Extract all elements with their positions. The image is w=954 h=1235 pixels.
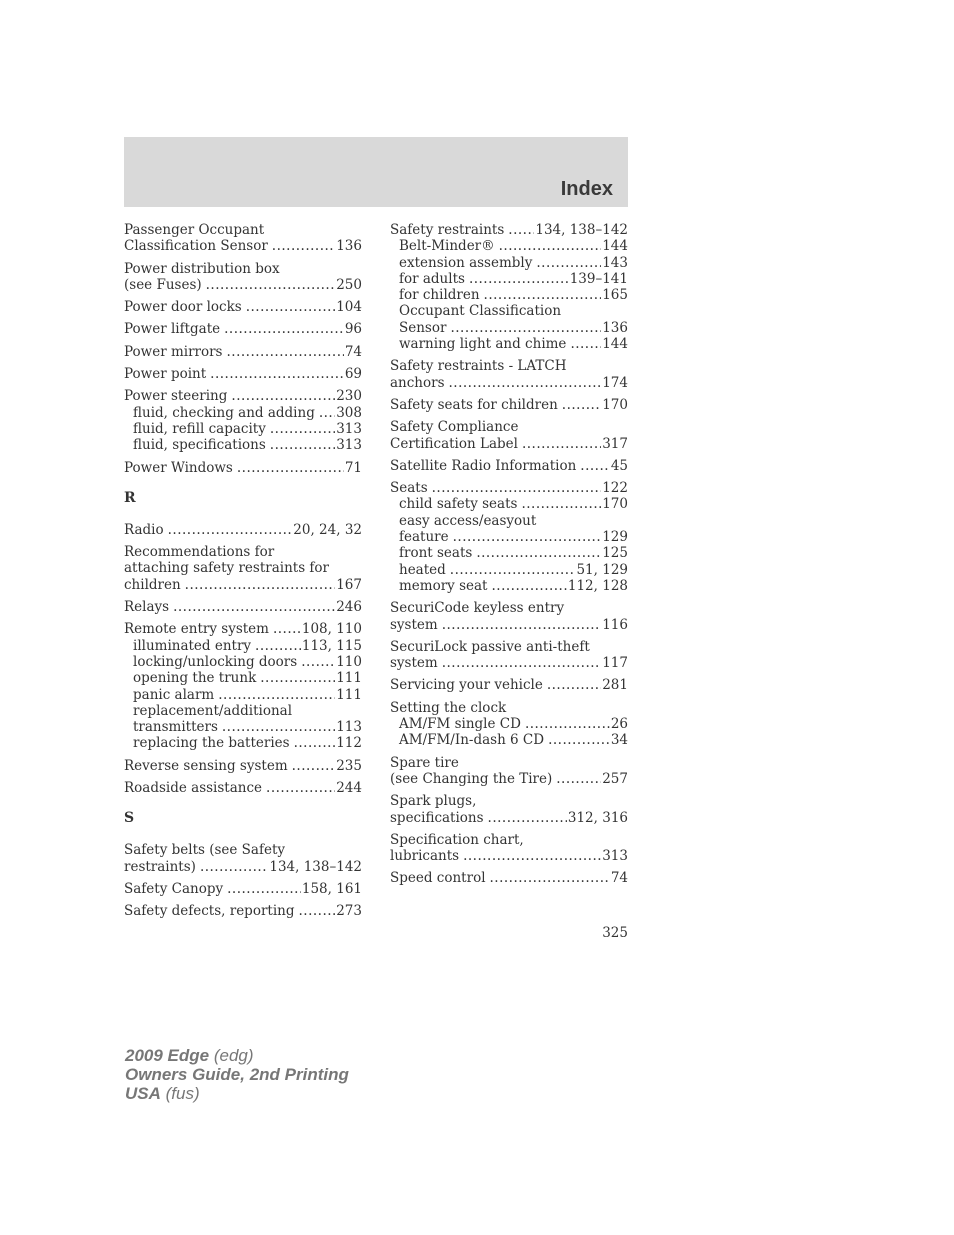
entry-text: (see Fuses) xyxy=(124,276,202,293)
entry-text: Power door locks xyxy=(124,299,242,316)
index-subentry xyxy=(124,421,362,437)
entry-text: Sensor xyxy=(399,319,447,336)
index-subentry xyxy=(390,320,628,336)
dot-leader xyxy=(270,421,335,437)
dot-leader xyxy=(227,344,344,360)
entry-text: Safety belts (see Safety xyxy=(124,842,286,859)
dot-leader xyxy=(476,545,601,561)
index-subentry xyxy=(124,735,362,751)
entry-text: Passenger Occupant xyxy=(124,222,265,238)
page-reference: 174 xyxy=(602,374,628,391)
entry-text: warning light and chime xyxy=(399,336,567,353)
dot-leader xyxy=(556,771,601,787)
dot-leader xyxy=(200,859,268,875)
entry-text: extension assembly xyxy=(399,254,533,271)
index-subentry xyxy=(124,638,362,654)
page-reference: 34 xyxy=(610,732,628,749)
page-reference: 112, 128 xyxy=(567,577,628,594)
dot-leader xyxy=(292,758,336,774)
dot-leader xyxy=(222,719,335,735)
dot-leader xyxy=(450,562,576,578)
dot-leader xyxy=(463,848,601,864)
page-reference: 125 xyxy=(602,545,628,562)
index-line xyxy=(390,677,628,693)
index-line xyxy=(390,458,628,474)
dot-leader xyxy=(237,460,344,476)
index-line xyxy=(390,848,628,864)
entry-text: Certification Label xyxy=(390,435,518,452)
dot-leader xyxy=(453,529,602,545)
index-line xyxy=(390,655,628,671)
dot-leader xyxy=(508,222,534,238)
page-reference: 111 xyxy=(336,670,362,687)
entry-text: Power steering xyxy=(124,388,228,405)
dot-leader xyxy=(484,287,602,303)
index-line xyxy=(390,832,628,848)
index-subentry xyxy=(124,703,362,719)
entry-text: Relays xyxy=(124,599,170,616)
index-entry xyxy=(390,419,628,452)
dot-leader xyxy=(298,903,335,919)
footer-line-3 xyxy=(125,1084,349,1103)
entry-text: feature xyxy=(399,529,449,546)
entry-text: illuminated entry xyxy=(133,637,252,654)
dot-leader xyxy=(570,336,601,352)
index-entry xyxy=(390,480,628,594)
index-line xyxy=(124,621,362,637)
index-line xyxy=(124,261,362,277)
index-line xyxy=(390,617,628,633)
index-entry xyxy=(390,397,628,413)
index-line xyxy=(124,277,362,293)
index-subentry xyxy=(390,287,628,303)
dot-leader xyxy=(525,716,610,732)
entry-text: (see Changing the Tire) xyxy=(390,770,553,787)
index-line xyxy=(124,544,362,560)
index-entry xyxy=(390,677,628,693)
page-reference: 273 xyxy=(336,903,362,920)
index-entry xyxy=(124,621,362,751)
index-line xyxy=(124,842,362,858)
index-entry xyxy=(124,780,362,796)
dot-leader xyxy=(522,436,601,452)
index-entry xyxy=(390,600,628,633)
footer-region: USA xyxy=(125,1084,161,1103)
index-entry xyxy=(390,870,628,886)
index-entry xyxy=(124,599,362,615)
dot-leader xyxy=(521,496,601,512)
index-line xyxy=(124,344,362,360)
index-subentry xyxy=(390,545,628,561)
dot-leader xyxy=(562,397,601,413)
header-band xyxy=(124,137,628,207)
index-line xyxy=(124,321,362,337)
index-line xyxy=(124,758,362,774)
entry-text: Safety Canopy xyxy=(124,880,224,897)
entry-text: transmitters xyxy=(133,719,218,736)
page-reference: 110 xyxy=(336,653,362,670)
footer xyxy=(125,1046,349,1103)
entry-text: system xyxy=(390,655,438,672)
dot-leader xyxy=(469,271,569,287)
index-subentry xyxy=(390,578,628,594)
dot-leader xyxy=(255,638,301,654)
index-subentry xyxy=(390,238,628,254)
page-reference: 122 xyxy=(602,480,628,497)
index-line xyxy=(390,436,628,452)
footer-line-2: Owners Guide, 2nd Printing xyxy=(125,1065,349,1084)
page-reference: 136 xyxy=(602,319,628,336)
page-reference: 170 xyxy=(602,496,628,513)
index-line xyxy=(124,238,362,254)
index-line xyxy=(390,600,628,616)
dot-leader xyxy=(206,277,336,293)
index-entry xyxy=(124,299,362,315)
page-reference: 113 xyxy=(336,719,362,736)
page-reference: 244 xyxy=(336,780,362,797)
index-subentry xyxy=(124,719,362,735)
dot-leader xyxy=(273,621,301,637)
index-line xyxy=(124,599,362,615)
dot-leader xyxy=(224,321,344,337)
page-reference: 136 xyxy=(336,238,362,255)
index-subentry xyxy=(390,513,628,529)
index-entry xyxy=(390,639,628,672)
index-line xyxy=(124,881,362,897)
index-entry xyxy=(124,321,362,337)
index-entry xyxy=(124,522,362,538)
page-reference: 250 xyxy=(336,276,362,293)
index-entry xyxy=(390,793,628,826)
page-reference: 45 xyxy=(610,457,628,474)
page-title: Index xyxy=(560,178,613,200)
dot-leader xyxy=(450,320,601,336)
page-reference: 139–141 xyxy=(569,270,628,287)
entry-text: SecuriLock passive anti-theft xyxy=(390,638,590,655)
index-line xyxy=(390,700,628,716)
entry-text: fluid, checking and adding xyxy=(133,404,315,421)
page-number: 325 xyxy=(602,925,628,941)
page-reference: 317 xyxy=(602,435,628,452)
entry-text: opening the trunk xyxy=(133,670,257,687)
footer-line-1 xyxy=(125,1046,349,1065)
page-reference: 257 xyxy=(602,770,628,787)
page-reference: 143 xyxy=(602,254,628,271)
entry-text: easy access/easyout xyxy=(399,512,537,529)
page-reference: 313 xyxy=(336,420,362,437)
page-reference: 246 xyxy=(336,599,362,616)
index-line xyxy=(390,639,628,655)
entry-text: Classification Sensor xyxy=(124,238,268,255)
entry-text: for adults xyxy=(399,270,465,287)
dot-leader xyxy=(547,677,601,693)
page-reference: 113, 115 xyxy=(301,637,362,654)
index-subentry xyxy=(390,271,628,287)
page-reference: 96 xyxy=(344,321,362,338)
index-entry xyxy=(390,832,628,865)
entry-text: AM/FM single CD xyxy=(399,716,521,733)
index-column-left xyxy=(124,222,362,926)
entry-text: Setting the clock xyxy=(390,699,507,716)
index-entry xyxy=(390,458,628,474)
entry-text: locking/unlocking doors xyxy=(133,653,298,670)
page-reference: 74 xyxy=(344,343,362,360)
index-line xyxy=(124,366,362,382)
index-entry xyxy=(124,903,362,919)
entry-text: restraints) xyxy=(124,858,196,875)
dot-leader xyxy=(432,480,602,496)
index-subentry xyxy=(390,303,628,319)
entry-text: Roadside assistance xyxy=(124,780,263,797)
index-subentry xyxy=(124,670,362,686)
entry-text: specifications xyxy=(390,809,484,826)
entry-text: Seats xyxy=(390,480,428,497)
index-entry xyxy=(390,358,628,391)
page-reference: 235 xyxy=(336,757,362,774)
entry-text: Belt-Minder® xyxy=(399,238,495,255)
dot-leader xyxy=(266,780,335,796)
page-reference: 20, 24, 32 xyxy=(293,521,362,538)
entry-text: heated xyxy=(399,561,446,578)
page-reference: 281 xyxy=(602,677,628,694)
page-reference: 69 xyxy=(344,366,362,383)
index-line xyxy=(124,299,362,315)
dot-leader xyxy=(260,670,335,686)
page-reference: 308 xyxy=(336,404,362,421)
page-reference: 144 xyxy=(602,238,628,255)
page-reference: 51, 129 xyxy=(576,561,628,578)
dot-leader xyxy=(294,735,336,751)
page-reference: 144 xyxy=(602,336,628,353)
index-entry xyxy=(390,755,628,788)
index-line xyxy=(124,903,362,919)
index-line xyxy=(390,870,628,886)
index-subentry xyxy=(124,654,362,670)
entry-text: fluid, specifications xyxy=(133,437,266,454)
page-reference: 170 xyxy=(602,396,628,413)
page-reference: 74 xyxy=(610,870,628,887)
entry-text: replacing the batteries xyxy=(133,735,290,752)
index-line xyxy=(390,755,628,771)
index-subentry xyxy=(390,336,628,352)
entry-text: Radio xyxy=(124,521,164,538)
index-line xyxy=(390,222,628,238)
entry-text: memory seat xyxy=(399,577,488,594)
entry-text: Reverse sensing system xyxy=(124,757,288,774)
dot-leader xyxy=(319,405,335,421)
entry-text: Power mirrors xyxy=(124,343,223,360)
entry-text: Spark plugs, xyxy=(390,793,477,810)
page-reference: 230 xyxy=(336,388,362,405)
dot-leader xyxy=(442,655,602,671)
index-subentry xyxy=(390,255,628,271)
entry-text: panic alarm xyxy=(133,686,215,703)
page-reference: 111 xyxy=(336,686,362,703)
index-entry xyxy=(124,758,362,774)
index-line xyxy=(390,397,628,413)
footer-model: 2009 Edge xyxy=(125,1046,210,1065)
page-reference: 108, 110 xyxy=(301,621,362,638)
entry-text: Power distribution box xyxy=(124,260,280,277)
dot-leader xyxy=(168,522,293,538)
entry-text: Power Windows xyxy=(124,459,233,476)
index-line xyxy=(390,480,628,496)
index-entry xyxy=(124,544,362,593)
index-subentry xyxy=(390,529,628,545)
dot-leader xyxy=(488,810,567,826)
index-subentry xyxy=(390,496,628,512)
dot-leader xyxy=(548,732,610,748)
entry-text: Spare tire xyxy=(390,754,459,771)
entry-text: Specification chart, xyxy=(390,831,524,848)
index-entry xyxy=(124,881,362,897)
entry-text: front seats xyxy=(399,545,473,562)
index-entry xyxy=(390,700,628,749)
dot-leader xyxy=(185,577,336,593)
index-entry xyxy=(124,388,362,453)
entry-text: fluid, refill capacity xyxy=(133,420,266,437)
index-line xyxy=(124,460,362,476)
entry-text: Safety Compliance xyxy=(390,419,519,436)
dot-leader xyxy=(536,255,601,271)
index-subentry xyxy=(390,562,628,578)
page-reference: 112 xyxy=(336,735,362,752)
index-line xyxy=(124,522,362,538)
entry-text: system xyxy=(390,616,438,633)
index-entry xyxy=(124,344,362,360)
dot-leader xyxy=(301,654,335,670)
dot-leader xyxy=(491,578,566,594)
index-entry xyxy=(124,460,362,476)
dot-leader xyxy=(499,238,602,254)
dot-leader xyxy=(490,870,610,886)
dot-leader xyxy=(210,366,344,382)
entry-text: children xyxy=(124,576,181,593)
entry-text: Satellite Radio Information xyxy=(390,457,577,474)
footer-region-code: (fus) xyxy=(160,1084,200,1103)
entry-text: Occupant Classification xyxy=(399,303,562,320)
index-line xyxy=(390,793,628,809)
entry-text: Power point xyxy=(124,366,207,383)
entry-text: Safety defects, reporting xyxy=(124,903,295,920)
dot-leader xyxy=(218,687,335,703)
entry-text: Safety restraints xyxy=(390,222,505,238)
index-column-right xyxy=(390,222,628,893)
index-entry xyxy=(124,842,362,875)
entry-text: SecuriCode keyless entry xyxy=(390,600,565,617)
dot-leader xyxy=(580,458,610,474)
index-line xyxy=(124,222,362,238)
dot-leader xyxy=(173,599,335,615)
entry-text: Safety restraints - LATCH xyxy=(390,358,567,375)
section-letter: S xyxy=(124,810,135,827)
dot-leader xyxy=(227,881,301,897)
page-reference: 313 xyxy=(336,437,362,454)
index-subentry xyxy=(124,687,362,703)
index-line xyxy=(390,771,628,787)
page-reference: 104 xyxy=(336,299,362,316)
entry-text: child safety seats xyxy=(399,496,518,513)
entry-text: attaching safety restraints for xyxy=(124,560,329,577)
page-reference: 134, 138–142 xyxy=(269,858,362,875)
entry-text: Speed control xyxy=(390,870,486,887)
page-reference: 165 xyxy=(602,287,628,304)
index-entry xyxy=(124,222,362,255)
index-subentry xyxy=(124,405,362,421)
index-line xyxy=(124,560,362,576)
page-reference: 167 xyxy=(336,576,362,593)
entry-text: Recommendations for xyxy=(124,544,275,561)
page-reference: 158, 161 xyxy=(301,880,362,897)
footer-model-code: (edg) xyxy=(209,1046,254,1065)
page-reference: 116 xyxy=(602,616,628,633)
index-entry xyxy=(390,222,628,352)
index-line xyxy=(124,388,362,404)
dot-leader xyxy=(270,437,335,453)
index-line xyxy=(390,358,628,374)
page-reference: 117 xyxy=(602,655,628,672)
index-subentry xyxy=(390,732,628,748)
dot-leader xyxy=(442,617,602,633)
entry-text: lubricants xyxy=(390,848,460,865)
index-subentry xyxy=(390,716,628,732)
index-entry xyxy=(124,366,362,382)
page-reference: 71 xyxy=(344,459,362,476)
dot-leader xyxy=(246,299,336,315)
entry-text: Servicing your vehicle xyxy=(390,677,543,694)
entry-text: Power liftgate xyxy=(124,321,221,338)
page-reference: 312, 316 xyxy=(567,809,628,826)
page-reference: 26 xyxy=(610,716,628,733)
dot-leader xyxy=(449,375,602,391)
page-reference: 313 xyxy=(602,848,628,865)
index-line xyxy=(390,375,628,391)
index-subentry xyxy=(124,437,362,453)
index-entry xyxy=(124,261,362,294)
page-reference: 129 xyxy=(602,529,628,546)
entry-text: for children xyxy=(399,287,480,304)
index-line xyxy=(390,810,628,826)
index-line xyxy=(124,780,362,796)
entry-text: replacement/additional xyxy=(133,702,293,719)
index-line xyxy=(390,419,628,435)
entry-text: Safety seats for children xyxy=(390,396,558,413)
index-line xyxy=(124,859,362,875)
dot-leader xyxy=(231,388,335,404)
entry-text: anchors xyxy=(390,374,445,391)
index-line xyxy=(124,577,362,593)
dot-leader xyxy=(272,238,335,254)
entry-text: Remote entry system xyxy=(124,621,269,638)
section-letter: R xyxy=(124,489,136,506)
entry-text: AM/FM/In-dash 6 CD xyxy=(399,732,545,749)
page-reference: 134, 138–142 xyxy=(535,222,628,238)
